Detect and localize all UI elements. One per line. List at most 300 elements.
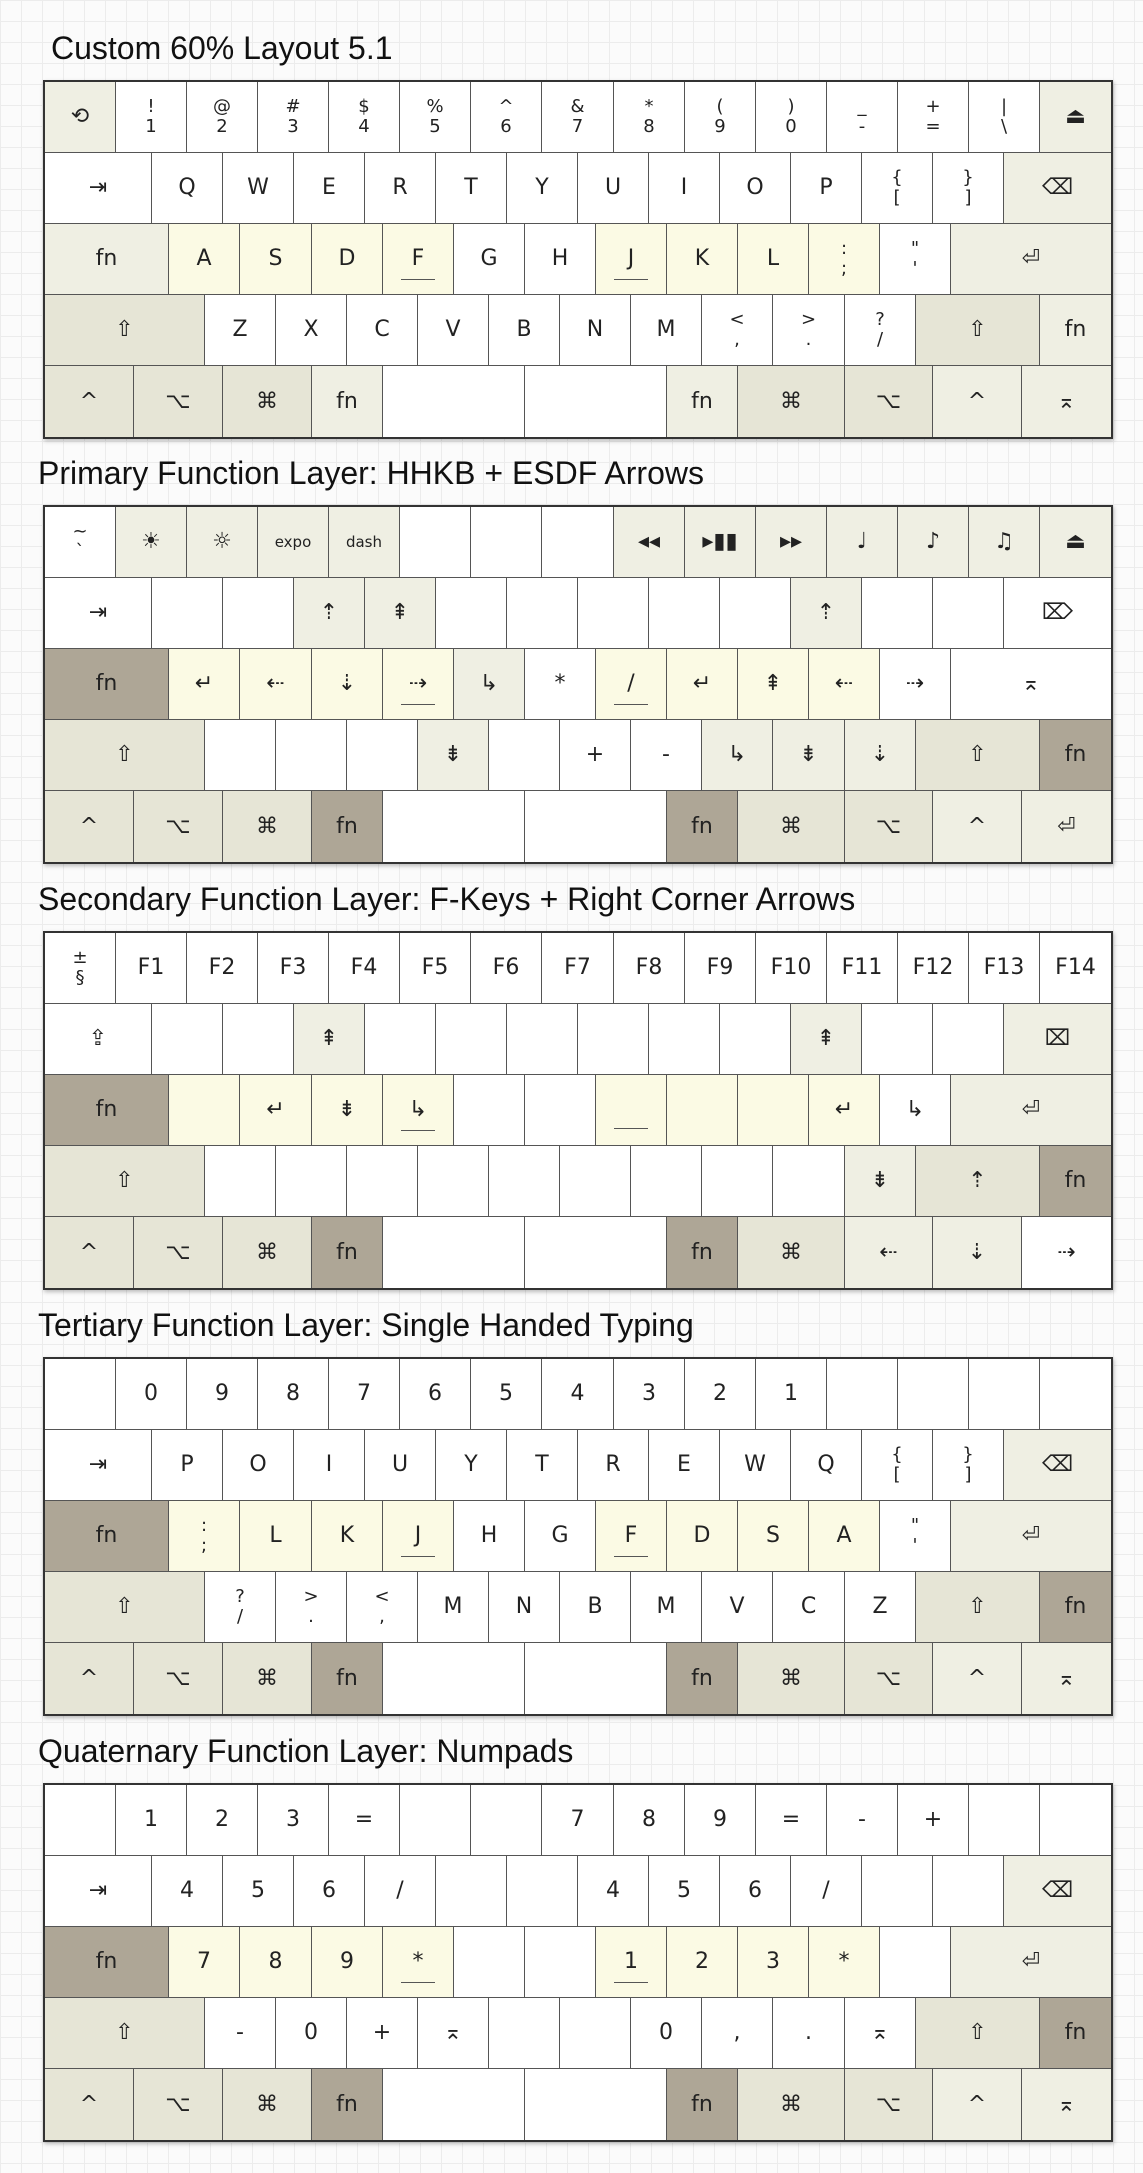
key (614, 1785, 685, 1856)
key-label: K (339, 1523, 355, 1548)
key (276, 720, 347, 791)
key-shift-label: @ (213, 96, 231, 117)
key-base-label: ; (200, 1535, 208, 1556)
key-label: ⇟ (443, 742, 463, 767)
key-base-label: ; (840, 258, 848, 279)
key-row (45, 366, 1111, 437)
key (685, 933, 756, 1004)
key-label: ⏎ (1021, 1097, 1041, 1122)
key-label: 8 (642, 1807, 656, 1832)
home-row-marker (614, 1128, 648, 1129)
key-label: ⌘ (780, 813, 802, 839)
key (916, 1146, 1040, 1217)
key (827, 82, 898, 153)
key-label: ⌫ (1041, 1452, 1074, 1477)
key (614, 933, 685, 1004)
key-label: ⇣ (870, 742, 890, 767)
key (1022, 366, 1111, 437)
key (187, 1785, 258, 1856)
key-label: 8 (268, 1949, 283, 1974)
key (933, 1856, 1004, 1927)
key-label: ⌫ (1041, 175, 1074, 200)
key (916, 295, 1040, 366)
key (240, 1075, 312, 1146)
key-shift-label: < (729, 309, 745, 330)
key-label: A (836, 1523, 852, 1548)
key (738, 224, 809, 295)
key-label: D (693, 1523, 711, 1548)
key-label: 0 (144, 1381, 158, 1406)
key (45, 791, 134, 862)
key (223, 1643, 312, 1714)
key-label: F11 (841, 955, 883, 980)
key (400, 1785, 471, 1856)
key (45, 1075, 169, 1146)
key-label: W (744, 1452, 766, 1477)
key-label: ^ (967, 388, 987, 414)
key (667, 1643, 738, 1714)
key (525, 224, 596, 295)
key-base-label: 6 (500, 116, 512, 137)
key-label: ↵ (266, 1097, 285, 1122)
key (187, 82, 258, 153)
key-label: ♩ (856, 529, 868, 554)
key-label: N (586, 317, 604, 342)
key (933, 791, 1022, 862)
key-label: ↵ (194, 671, 214, 696)
key-label: ↵ (692, 671, 712, 696)
key-label: Y (464, 1452, 478, 1477)
key (827, 507, 898, 578)
key-label: fn (336, 388, 358, 414)
key (205, 1998, 276, 2069)
key-base-label: 8 (643, 116, 655, 137)
key-label: F4 (350, 955, 378, 980)
key (152, 578, 223, 649)
key (187, 933, 258, 1004)
key-label: ⌥ (165, 1665, 191, 1691)
key (596, 1501, 667, 1572)
key (809, 224, 880, 295)
key-shift-label: " (910, 238, 920, 259)
key-row (45, 1572, 1111, 1643)
key (436, 1856, 507, 1927)
key (773, 1998, 845, 2069)
key-label: F6 (492, 955, 520, 980)
key (596, 224, 667, 295)
key-label: = (781, 1807, 801, 1832)
key-label: ↳ (727, 742, 747, 767)
key-label: ⟲ (70, 104, 90, 129)
key-base-label: 1 (145, 116, 157, 137)
key (347, 1998, 418, 2069)
key (205, 1572, 276, 1643)
key-base-label: - (858, 116, 866, 137)
key (45, 933, 116, 1004)
key (809, 1075, 880, 1146)
key (560, 1998, 631, 2069)
key (933, 1004, 1004, 1075)
key-label: ⌦ (1041, 600, 1074, 625)
key (596, 1927, 667, 1998)
key-label: H (480, 1523, 498, 1548)
key (845, 2069, 933, 2140)
key (667, 1927, 738, 1998)
key-label: B (587, 1594, 603, 1619)
home-row-marker (614, 1982, 648, 1983)
key-label: fn (95, 1097, 118, 1122)
key (702, 1998, 773, 2069)
key-base-label: [ (893, 1464, 901, 1485)
key (312, 1217, 383, 1288)
key-label: U (391, 1452, 409, 1477)
key-label: L (269, 1523, 282, 1548)
key (347, 295, 418, 366)
key (738, 1075, 809, 1146)
key (756, 1359, 827, 1430)
key (738, 1501, 809, 1572)
key-shift-label: + (925, 96, 941, 117)
key-label: ⇧ (968, 1594, 987, 1619)
key-label: ◂◂ (637, 529, 661, 554)
key (845, 1146, 916, 1217)
key-label: fn (691, 2091, 713, 2117)
key (969, 507, 1040, 578)
key (756, 933, 827, 1004)
key (702, 1146, 773, 1217)
key (312, 2069, 383, 2140)
key-label: ^ (967, 2091, 987, 2117)
key (933, 153, 1004, 224)
key-label: ⇧ (115, 742, 134, 767)
key (720, 1430, 791, 1501)
key (791, 153, 862, 224)
key (383, 224, 454, 295)
key-shift-label: $ (358, 96, 370, 117)
key-label: ↳ (479, 671, 499, 696)
key (525, 366, 667, 437)
key (418, 295, 489, 366)
key-label: ⇧ (968, 317, 987, 342)
key-label: / (822, 1878, 830, 1903)
key (45, 82, 116, 153)
key (649, 1004, 720, 1075)
key (383, 1075, 454, 1146)
home-row-marker (401, 704, 435, 705)
key-shift-label: ~ (72, 521, 88, 542)
key (933, 1430, 1004, 1501)
key (454, 1501, 525, 1572)
key (240, 224, 312, 295)
key (347, 1146, 418, 1217)
key-label: fn (1064, 742, 1087, 767)
key-label: 1 (144, 1807, 158, 1832)
key-label: F13 (983, 955, 1025, 980)
key (614, 82, 685, 153)
key (596, 649, 667, 720)
key (365, 1856, 436, 1927)
key (169, 1501, 240, 1572)
key-shift-label: % (426, 96, 444, 117)
title-layer-3: Tertiary Function Layer: Single Handed Typing (38, 1307, 694, 1343)
key-base-label: 9 (714, 116, 726, 137)
key-label: U (604, 175, 622, 200)
key (454, 1927, 525, 1998)
key (258, 933, 329, 1004)
key (720, 153, 791, 224)
key (631, 1998, 702, 2069)
key (560, 1572, 631, 1643)
key-label: 0 (304, 2020, 318, 2045)
key (436, 1004, 507, 1075)
key-label: fn (95, 1949, 118, 1974)
key (845, 295, 916, 366)
key-label: ⇥ (88, 175, 108, 200)
key-label: N (515, 1594, 533, 1619)
key-shift-label: ) (787, 96, 795, 117)
key (383, 649, 454, 720)
key-label: 7 (197, 1949, 211, 1974)
key-label: ⇥ (88, 600, 108, 625)
key (827, 1359, 898, 1430)
key (1022, 1217, 1111, 1288)
home-row-marker (401, 1130, 435, 1131)
key (1004, 153, 1111, 224)
key-row (45, 1004, 1111, 1075)
key (276, 1998, 347, 2069)
key (45, 1217, 134, 1288)
key (933, 578, 1004, 649)
key-label: 6 (748, 1878, 762, 1903)
key-label: fn (691, 1665, 713, 1691)
key-row (45, 1359, 1111, 1430)
key-label: ⇞ (390, 600, 410, 625)
key-label: ↵ (834, 1097, 854, 1122)
key-label: ⇧ (968, 2020, 987, 2045)
key-label: = (354, 1807, 374, 1832)
key-label: ⌅ (1057, 2091, 1076, 2117)
key (187, 507, 258, 578)
key (969, 1359, 1040, 1430)
key-label: - (662, 742, 670, 767)
key-label: ⇣ (967, 1239, 987, 1265)
key-label: ⇥ (88, 1878, 108, 1903)
key-base-label: = (925, 116, 941, 137)
key (223, 153, 294, 224)
key-base-label: 2 (216, 116, 228, 137)
key (418, 1998, 489, 2069)
key (933, 1643, 1022, 1714)
key (116, 1785, 187, 1856)
key-label: ^ (79, 1665, 99, 1691)
key-label: ⇞ (816, 1026, 836, 1051)
key (383, 1217, 525, 1288)
key (702, 295, 773, 366)
key (631, 720, 702, 791)
key (223, 2069, 312, 2140)
key (400, 507, 471, 578)
key-label: R (392, 175, 408, 200)
key (738, 366, 845, 437)
home-row-marker (614, 1556, 648, 1557)
key (169, 1075, 240, 1146)
key-label: ⌥ (165, 1239, 191, 1265)
key-label: J (627, 246, 635, 271)
key-label: G (551, 1523, 569, 1548)
key-shift-label: ± (72, 947, 88, 968)
key (862, 578, 933, 649)
key-label: 7 (357, 1381, 371, 1406)
key (312, 649, 383, 720)
key-base-label: 3 (287, 116, 299, 137)
key (773, 1572, 845, 1643)
key (667, 791, 738, 862)
key-label: ⌘ (780, 1239, 802, 1265)
key-label: fn (336, 1239, 358, 1265)
key-shift-label: ^ (498, 96, 514, 117)
key-label: H (551, 246, 569, 271)
key-label: ⇞ (319, 1026, 339, 1051)
key (134, 2069, 223, 2140)
key (383, 1643, 525, 1714)
key-row (45, 1075, 1111, 1146)
key-label: Q (817, 1452, 835, 1477)
key (667, 224, 738, 295)
key (685, 1785, 756, 1856)
key (436, 578, 507, 649)
key (631, 295, 702, 366)
key (756, 507, 827, 578)
key (1004, 1856, 1111, 1927)
key (845, 1217, 933, 1288)
key (951, 649, 1111, 720)
key (702, 720, 773, 791)
key (880, 224, 951, 295)
keyboard-layer-0 (43, 80, 1113, 439)
key (258, 1785, 329, 1856)
key-label: L (766, 246, 780, 271)
key (418, 720, 489, 791)
key (560, 720, 631, 791)
key (45, 1430, 152, 1501)
key-shift-label: < (374, 1586, 390, 1607)
key-base-label: / (876, 329, 884, 350)
key (169, 224, 240, 295)
key-label: F2 (208, 955, 236, 980)
key (542, 82, 614, 153)
key (400, 933, 471, 1004)
key-label: 9 (713, 1807, 727, 1832)
key-row (45, 933, 1111, 1004)
key-label: F14 (1055, 955, 1096, 980)
key-row (45, 649, 1111, 720)
key (223, 1430, 294, 1501)
key-label: ⏎ (1057, 813, 1076, 839)
key-base-label: , (379, 1606, 385, 1627)
key-label: - (236, 2020, 244, 2045)
key (45, 1004, 152, 1075)
key (312, 1075, 383, 1146)
key (365, 153, 436, 224)
key-label: fn (1064, 2020, 1087, 2045)
key (578, 1004, 649, 1075)
key-label: 5 (251, 1878, 265, 1903)
key-label: * (412, 1949, 424, 1974)
key-shift-label: ? (875, 309, 885, 330)
key (152, 1004, 223, 1075)
key (45, 153, 152, 224)
key (525, 1075, 596, 1146)
key-base-label: ] (964, 1464, 972, 1485)
key (667, 1075, 738, 1146)
key-label: G (480, 246, 498, 271)
key (507, 1856, 578, 1927)
key-label: V (445, 317, 461, 342)
key (756, 82, 827, 153)
key-base-label: . (308, 1606, 314, 1627)
key (596, 1075, 667, 1146)
key (951, 1501, 1111, 1572)
key-shift-label: } (962, 167, 974, 188)
key-shift-label: ? (235, 1586, 245, 1607)
key (294, 1430, 365, 1501)
key-row (45, 1927, 1111, 1998)
key (116, 1359, 187, 1430)
key-label: S (766, 1523, 780, 1548)
key-label: ⌘ (256, 813, 278, 839)
key-label: ⌘ (780, 1665, 802, 1691)
key (845, 366, 933, 437)
key (525, 1501, 596, 1572)
key (471, 1785, 542, 1856)
key (614, 1359, 685, 1430)
key-label: ⇞ (763, 671, 783, 696)
key (649, 153, 720, 224)
key-label: ⏎ (1021, 246, 1041, 271)
key-label: Y (535, 175, 549, 200)
key (223, 1856, 294, 1927)
key-base-label: / (236, 1606, 244, 1627)
key-label: 9 (215, 1381, 229, 1406)
key (525, 791, 667, 862)
key-label: S (268, 246, 283, 271)
key (1004, 578, 1111, 649)
key-label: 3 (766, 1949, 780, 1974)
key (898, 1785, 969, 1856)
key (578, 578, 649, 649)
home-row-marker (614, 704, 648, 705)
key-label: ⇧ (115, 317, 134, 342)
key (525, 2069, 667, 2140)
key (827, 1785, 898, 1856)
key-label: ^ (79, 388, 99, 414)
key (560, 295, 631, 366)
key (791, 1430, 862, 1501)
key (312, 1643, 383, 1714)
key (649, 1430, 720, 1501)
key (507, 1430, 578, 1501)
key-label: fn (691, 813, 713, 839)
key (738, 1217, 845, 1288)
key (276, 295, 347, 366)
key (240, 649, 312, 720)
key-label: ⇢ (408, 671, 428, 696)
key (383, 1927, 454, 1998)
key-label: ⌘ (780, 388, 802, 414)
key-label: V (729, 1594, 745, 1619)
key (45, 1998, 205, 2069)
key-label: ▸▸ (779, 529, 803, 554)
